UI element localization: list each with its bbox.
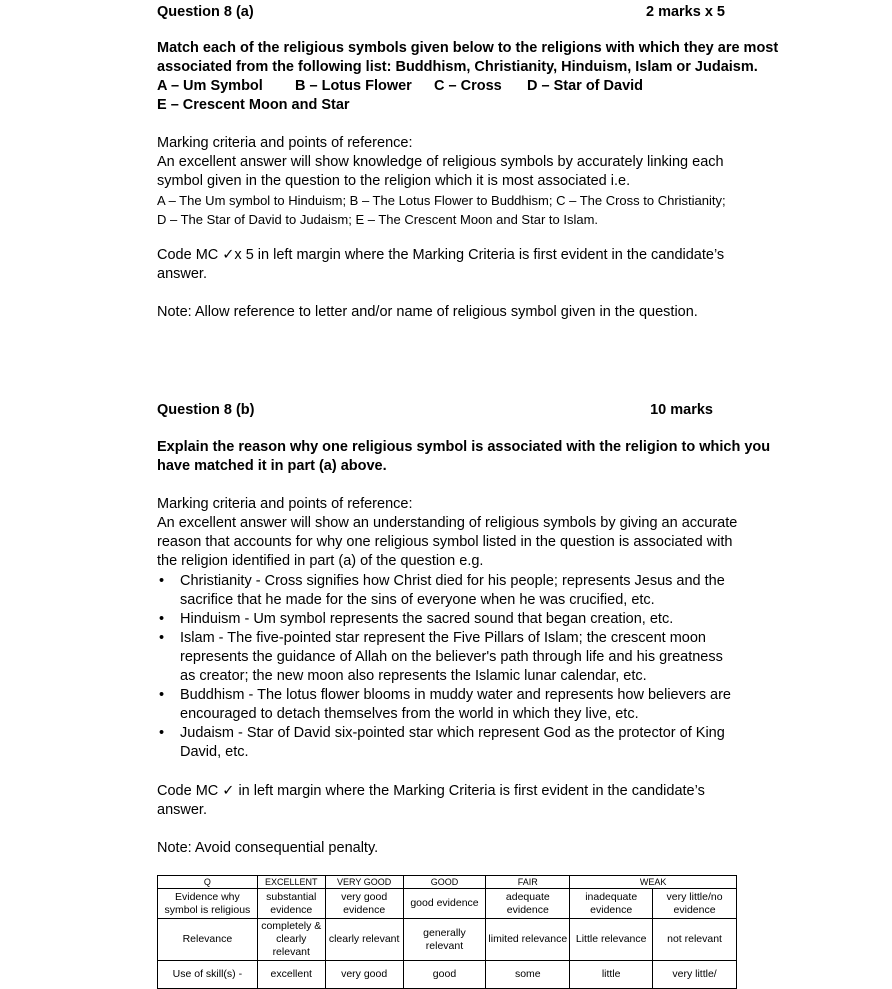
bullet-judaism: • Judaism - Star of David six-pointed star which represent God as the protector of King David, etc. [159,725,725,760]
rubric-header-fair: FAIR [486,876,570,889]
q8a-prompt-line1: Match each of the religious symbols given below to the religions with which they are most [157,40,779,56]
rubric-cell: substantial evidence [257,889,325,919]
rubric-cell: good [403,961,486,989]
rubric-cell: good evidence [403,889,486,919]
q8a-note: Note: Allow reference to letter and/or name of religious symbol given in the question. [157,304,698,320]
rubric-header-good: GOOD [403,876,486,889]
rubric-table [157,875,737,989]
rubric-cell: excellent [257,961,325,989]
q8b-criteria-line3: the religion identified in part (a) of the question e.g. [157,553,484,569]
rubric-cell: some [486,961,570,989]
q8a-criteria-line4: D – The Star of David to Judaism; E – The Crescent Moon and Star to Islam. [157,212,599,227]
bullet-buddhism: • Buddhism - The lotus flower blooms in muddy water and represents how believers are encouraged to detach themselves from the world in which they live, etc. [159,687,731,722]
rubric-cell: Relevance [158,919,258,961]
rubric-header-weak: WEAK [570,876,737,889]
option-a: A – Um Symbol [157,78,263,94]
q8b-criteria-line1: An excellent answer will show an understanding of religious symbols by giving an accurate [157,515,738,531]
rubric-cell: very little/no evidence [653,889,737,919]
option-b: B – Lotus Flower [295,78,412,94]
q8b-bullet-list [157,572,737,762]
rubric-cell: very good [325,961,403,989]
rubric-cell: inadequate evidence [570,889,653,919]
q8b-marks: 10 marks [650,402,713,418]
q8b-header [157,401,725,420]
rubric-cell: adequate evidence [486,889,570,919]
q8a-criteria-line2: symbol given in the question to the religion which it is most associated i.e. [157,173,631,189]
rubric-header-excellent: EXCELLENT [257,876,325,889]
q8b-prompt-line2: have matched it in part (a) above. [157,458,387,474]
q8a-code-line2: answer. [157,266,207,282]
rubric-cell: completely & clearly relevant [257,919,325,961]
q8b-criteria-line2: reason that accounts for why one religious symbol listed in the question is associated with [157,534,733,550]
table-row [158,919,737,961]
rubric-cell: very little/ [653,961,737,989]
q8a-header [157,3,725,22]
rubric-cell: limited relevance [486,919,570,961]
bullet-christianity: • Christianity - Cross signifies how Christ died for his people; represents Jesus and the sacrifice that he made for the sins of everyone when he was crucified, etc. [159,573,725,608]
rubric-cell: very good evidence [325,889,403,919]
rubric-cell: Little relevance [570,919,653,961]
table-row [158,961,737,989]
q8a-code-line1: Code MC ✓x 5 in left margin where the Marking Criteria is first evident in the candidate’s [157,247,725,263]
option-d: D – Star of David [527,78,644,94]
rubric-cell: generally relevant [403,919,486,961]
q8b-prompt-line1: Explain the reason why one religious symbol is associated with the religion to which you [157,439,771,455]
rubric-cell: not relevant [653,919,737,961]
bullet-hinduism: • Hinduism - Um symbol represents the sacred sound that began creation, etc. [159,611,674,627]
q8b-criteria-heading: Marking criteria and points of reference: [157,496,413,512]
q8a-criteria-heading: Marking criteria and points of reference: [157,135,413,151]
rubric-cell: little [570,961,653,989]
q8b-title: Question 8 (b) [157,402,255,418]
rubric-cell: clearly relevant [325,919,403,961]
q8a-criteria-line3: A – The Um symbol to Hinduism; B – The Lotus Flower to Buddhism; C – The Cross to Christianity; [157,193,726,208]
q8b-code-line2: answer. [157,802,207,818]
rubric-header-very-good: VERY GOOD [325,876,403,889]
q8a-title: Question 8 (a) [157,4,254,20]
rubric-cell: Use of skill(s) - [158,961,258,989]
bullet-islam: • Islam - The five-pointed star represent the Five Pillars of Islam; the crescent moon represents the guidance of Allah on the believer's path through life and his greatness as creator; the new moon also represents the Islamic lunar calendar, etc. [159,630,723,684]
q8b-note: Note: Avoid consequential penalty. [157,840,379,856]
option-c: C – Cross [434,78,502,94]
option-e: E – Crescent Moon and Star [157,97,350,113]
q8a-criteria-line1: An excellent answer will show knowledge of religious symbols by accurately linking each [157,154,724,170]
q8b-code-line1: Code MC ✓ in left margin where the Marking Criteria is first evident in the candidate’s [157,783,705,799]
rubric-header-row [158,876,737,889]
rubric-cell: Evidence why symbol is religious [158,889,258,919]
rubric-header-q: Q [158,876,258,889]
q8a-marks: 2 marks x 5 [645,4,725,20]
table-row [158,889,737,919]
q8a-prompt-line2: associated from the following list: Buddhism, Christianity, Hinduism, Islam or Judaism. [157,59,758,75]
